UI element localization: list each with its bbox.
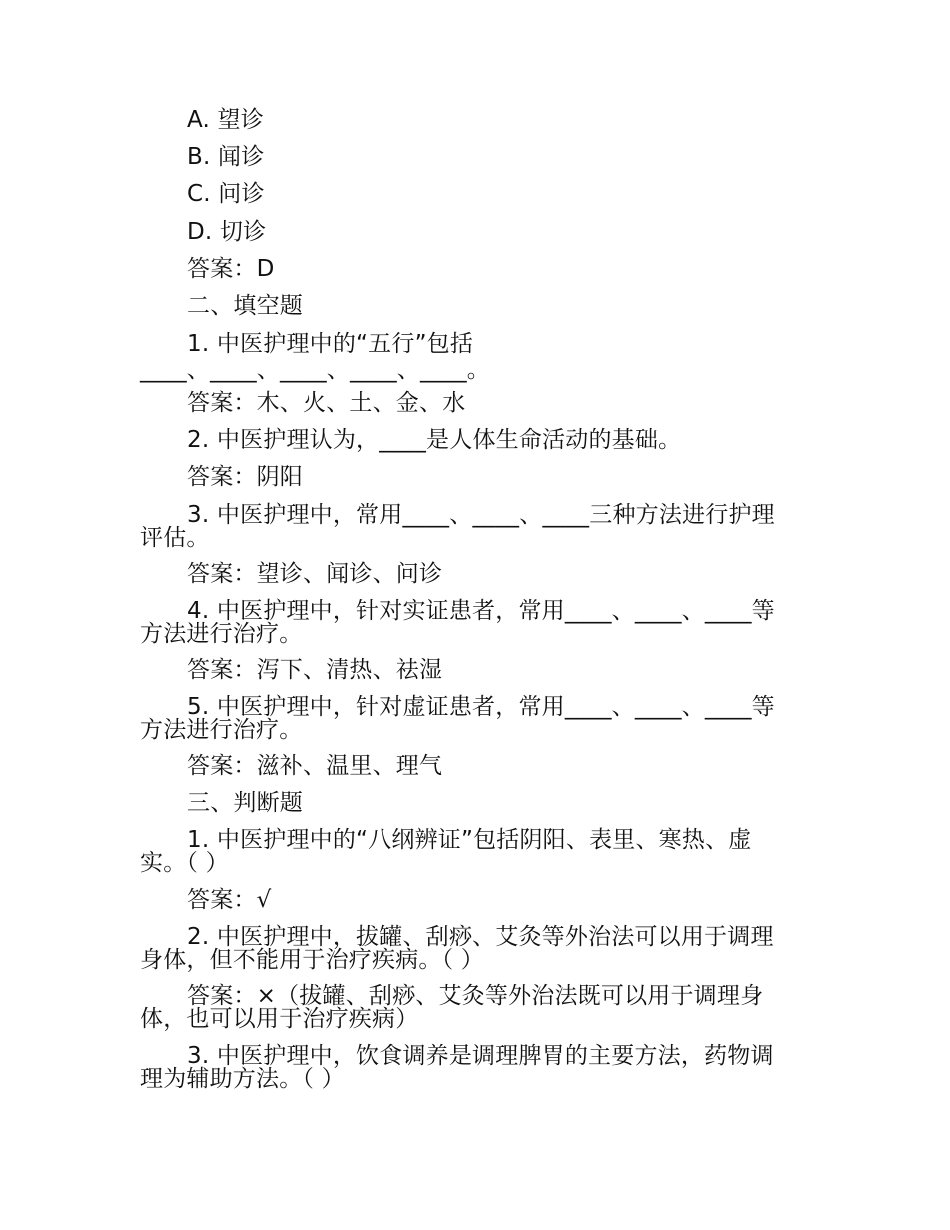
tf-q2-answer-line1: 答案：×（拔罐、刮痧、艾灸等外治法既可以用于调理身	[187, 983, 764, 1009]
tf-q3-line1: 3. 中医护理中，饮食调养是调理脾胃的主要方法，药物调	[187, 1043, 774, 1069]
fill-q5-line2: 方法进行治疗。	[140, 717, 303, 743]
mc-answer: 答案：D	[187, 256, 275, 282]
fill-q4-answer: 答案：泻下、清热、祛湿	[187, 657, 443, 683]
tf-q1-answer: 答案：√	[187, 887, 272, 913]
fill-q5-answer: 答案：滋补、温里、理气	[187, 753, 443, 779]
tf-q3-line2: 理为辅助方法。（ ）	[140, 1066, 345, 1092]
fill-q1-answer: 答案：木、火、土、金、水	[187, 390, 466, 416]
fill-q2-line1: 2. 中医护理认为，____是人体生命活动的基础。	[187, 427, 682, 453]
section-title-fill-blank: 二、填空题	[187, 293, 303, 319]
fill-q3-line2: 评估。	[140, 525, 210, 551]
fill-q2-answer: 答案：阴阳	[187, 464, 303, 490]
option-d: D. 切诊	[187, 219, 267, 245]
tf-q2-line1: 2. 中医护理中，拔罐、刮痧、艾灸等外治法可以用于调理	[187, 924, 774, 950]
tf-q2-line2: 身体，但不能用于治疗疾病。（ ）	[140, 947, 485, 973]
option-a: A. 望诊	[187, 107, 264, 133]
fill-q3-answer: 答案：望诊、闻诊、问诊	[187, 561, 443, 587]
option-c: C. 问诊	[187, 181, 265, 207]
fill-q3-line1: 3. 中医护理中，常用____、____、____三种方法进行护理	[187, 502, 775, 528]
section-title-true-false: 三、判断题	[187, 790, 303, 816]
fill-q5-line1: 5. 中医护理中，针对虚证患者，常用____、____、____等	[187, 694, 775, 720]
tf-q2-answer-line2: 体，也可以用于治疗疾病）	[140, 1006, 419, 1032]
option-b: B. 闻诊	[187, 144, 265, 170]
fill-q1-line2: ____、____、____、____、____。	[140, 357, 490, 383]
fill-q4-line1: 4. 中医护理中，针对实证患者，常用____、____、____等	[187, 598, 775, 624]
fill-q4-line2: 方法进行治疗。	[140, 621, 303, 647]
tf-q1-line1: 1. 中医护理中的“八纲辨证”包括阴阳、表里、寒热、虚	[187, 827, 752, 853]
fill-q1-line1: 1. 中医护理中的“五行”包括	[187, 331, 474, 357]
tf-q1-line2: 实。（ ）	[140, 850, 229, 876]
